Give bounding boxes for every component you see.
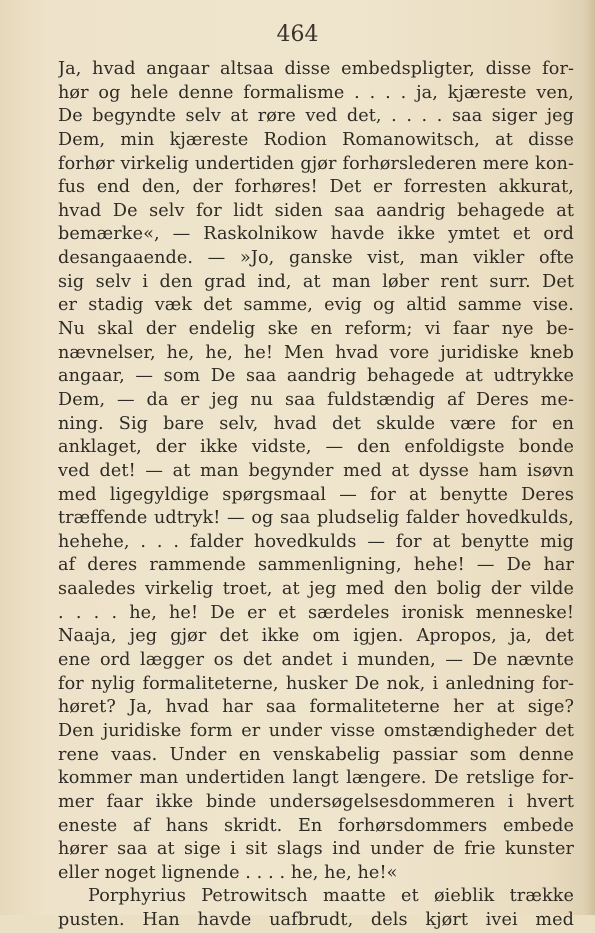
text-line: Naaja, jeg gjør det ikke om igjen. Apropos, ja, det <box>58 626 574 647</box>
page-number: 464 <box>276 22 319 47</box>
text-line: pusten. Han havde uafbrudt, dels kjørt ivei med <box>58 910 574 931</box>
text-line: er stadig væk det samme, evig og altid samme vise. <box>58 295 574 316</box>
text-line: Dem, — da er jeg nu saa fuldstændig af Deres me- <box>58 389 574 410</box>
text-line: hør og hele denne formalisme . . . . ja, kjæreste ven, <box>58 82 574 103</box>
text-line: af deres rammende sammenligning, hehe! — De har <box>58 555 574 576</box>
text-line: angaar, — som De saa aandrig behagede at udtrykke <box>58 366 574 387</box>
text-line: desangaaende. — »Jo, ganske vist, man vikler ofte <box>58 248 574 269</box>
text-line: . . . . he, he! De er et særdeles ironisk menneske! <box>58 602 574 623</box>
text-line: anklaget, der ikke vidste, — den enfoldigste bonde <box>58 437 574 458</box>
text-line: med ligegyldige spørgsmaal — for at benytte Deres <box>58 484 574 505</box>
text-line: ene ord lægger os det andet i munden, — De nævnte <box>58 650 574 671</box>
text-line: forhør virkelig undertiden gjør forhørslederen mere kon- <box>58 153 574 174</box>
text-line: hehehe, . . . falder hovedkulds — for at benytte mig <box>58 531 574 552</box>
body-text <box>58 58 574 933</box>
text-line: høret? Ja, hvad har saa formaliteterne her at sige? <box>58 697 574 718</box>
text-line: Dem, min kjæreste Rodion Romanowitsch, at disse <box>58 129 574 150</box>
text-line: Nu skal der endelig ske en reform; vi faar nye be- <box>58 319 574 340</box>
text-line: mer faar ikke binde undersøgelsesdommeren i hvert <box>58 791 574 812</box>
text-line: bemærke«, — Raskolnikow havde ikke ymtet et ord <box>58 224 574 245</box>
text-line: hvad De selv for lidt siden saa aandrig behagede at <box>58 200 574 221</box>
text-line: Den juridiske form er under visse omstændigheder det <box>58 720 574 741</box>
text-line: træffende udtryk! — og saa pludselig falder hovedkulds, <box>58 508 574 529</box>
text-line: kommer man undertiden langt længere. De retslige for- <box>58 768 574 789</box>
text-line: Porphyrius Petrowitsch maatte et øieblik trække <box>88 886 574 907</box>
text-line: Ja, hvad angaar altsaa disse embedspligter, disse for- <box>58 59 574 79</box>
text-line: eneste af hans skridt. En forhørsdommers embede <box>58 815 574 836</box>
text-line: De begyndte selv at røre ved det, . . . . saa siger jeg <box>58 106 574 127</box>
text-line: saaledes virkelig troet, at jeg med den bolig der vilde <box>58 579 574 600</box>
text-line: nævnelser, he, he, he! Men hvad vore juridiske kneb <box>58 342 574 363</box>
text-line: eller noget lignende . . . . he, he, he!« <box>58 862 398 883</box>
text-line: ning. Sig bare selv, hvad det skulde være for en <box>58 413 574 434</box>
text-line: fus end den, der forhøres! Det er forresten akkurat, <box>58 177 574 198</box>
text-line: rene vaas. Under en venskabelig passiar som denne <box>58 744 574 765</box>
text-line: for nylig formaliteterne, husker De nok, i anledning for- <box>58 673 574 694</box>
text-line: sig selv i den grad ind, at man løber rent surr. Det <box>58 271 574 292</box>
page-edge-shadow <box>585 0 595 915</box>
text-line: ved det! — at man begynder med at dysse ham isøvn <box>58 460 574 481</box>
text-line: hører saa at sige i sit slags ind under de frie kunster <box>58 839 574 860</box>
